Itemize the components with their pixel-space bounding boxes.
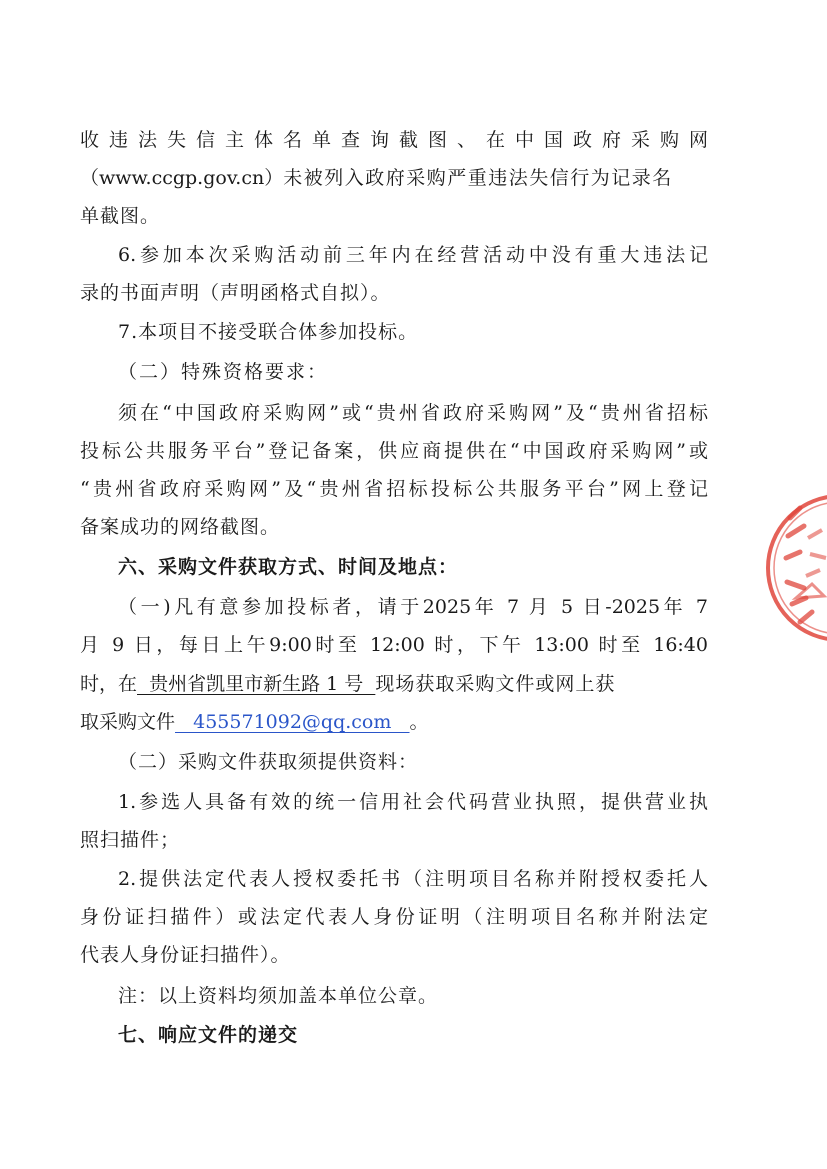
note-line: 注：以上资料均须加盖本单位公章。 [118,985,439,1007]
paragraph-line: 6.参加本次采购活动前三年内在经营活动中没有重大违法记 [118,244,708,266]
text-span: 取采购文件 [80,711,176,733]
address-field: 贵州省凯里市新生路 1 号 [137,673,376,695]
section-heading: 七、响应文件的递交 [118,1024,299,1046]
paragraph-line [80,163,708,193]
paragraph-line [80,707,429,737]
paragraph-line [80,669,708,699]
email-link[interactable]: 455571092@qq.com [175,711,410,733]
section-heading: 六、采购文件获取方式、时间及地点： [118,556,459,578]
paragraph-line: （一)凡有意参加投标者，请于2025年 7 月 5 日-2025年 7 [118,596,708,618]
paragraph-line: 2.提供法定代表人授权委托书（注明项目名称并附授权委托人 [118,868,708,890]
paragraph-line: 单截图。 [80,205,161,227]
text-span: 未被列入政府采购严重违法失信行为记录名 [283,167,673,189]
paragraph-line: 收违法失信主体名单查询截图、在中国政府采购网 [80,129,708,151]
official-seal-stamp [760,478,827,658]
paragraph-line: 备案成功的网络截图。 [80,516,281,538]
paragraph-line: 身份证扫描件）或法定代表人身份证明（注明项目名称并附法定 [80,906,708,928]
paragraph-line: 照扫描件； [80,829,181,851]
paragraph-line: “贵州省政府采购网”及“贵州省招标投标公共服务平台”网上登记 [80,478,708,500]
paragraph-line: 录的书面声明（声明函格式自拟）。 [80,282,391,304]
paragraph-line: 1.参选人具备有效的统一信用社会代码营业执照，提供营业执 [118,791,708,813]
text-span: 时，在 [80,673,138,695]
paragraph-line: 投标公共服务平台”登记备案，供应商提供在“中国政府采购网”或 [80,440,708,462]
paragraph-line: 7.本项目不接受联合体参加投标。 [118,321,419,343]
section-heading: （二）特殊资格要求： [118,361,329,383]
paragraph-line: 代表人身份证扫描件）。 [80,944,291,966]
paragraph-line: 月 9 日，每日上午9:00时至 12:00 时，下午 13:00 时至 16:40 [80,634,708,656]
text-span: 现场获取采购文件或网上获 [375,673,616,695]
paragraph-line: 须在“中国政府采购网”或“贵州省政府采购网”及“贵州省招标 [118,402,708,424]
section-heading: （二）采购文件获取须提供资料： [118,751,419,773]
text-span: 。 [409,711,429,733]
website-text: （www.ccgp.gov.cn） [80,167,284,189]
